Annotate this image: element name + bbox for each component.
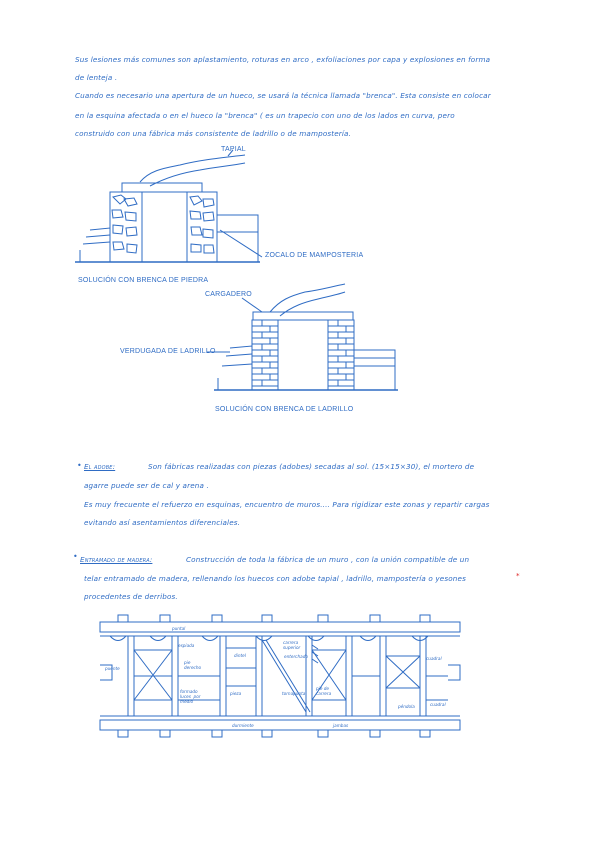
adobe-title: El adobe: — [84, 462, 116, 471]
adobe-text-1: Son fábricas realizadas con piezas (adobes) secadas al sol. (15×15×30), el mortero de — [148, 462, 475, 471]
intro-line-4: en la esquina afectada o en el hueco la "brenca" ( es un trapecio con uno de los lados en curva, pero — [75, 111, 455, 120]
asterisk-mark: * — [516, 571, 520, 580]
label-pie-derecho: pie derecho — [184, 660, 202, 670]
intro-line-2: de lenteja . — [75, 73, 118, 82]
entramado-text-2: telar entramado de madera, rellenando los huecos con adobe tapial , ladrillo, mampostería o yesones — [84, 574, 466, 583]
label-tornapunta: tornapunta — [282, 691, 306, 696]
label-zocalo: ZOCALO DE MAMPOSTERIA — [265, 252, 364, 259]
label-puente: puente — [105, 666, 120, 671]
label-durmiente: durmiente — [232, 723, 254, 728]
label-pendola: péndola — [398, 704, 415, 709]
caption-brenca-piedra: SOLUCIÓN CON BRENCA DE PIEDRA — [78, 277, 209, 284]
label-pie-de-carrera: pie de carrera — [316, 686, 332, 696]
bullet-dot: • — [73, 552, 78, 561]
label-dintel: dintel — [234, 653, 246, 658]
intro-line-1: Sus lesiones más comunes son aplastamiento, roturas en arco , exfoliaciones por capa y explosiones en forma — [75, 55, 491, 64]
caption-brenca-ladrillo: SOLUCIÓN CON BRENCA DE LADRILLO — [215, 406, 354, 413]
intro-line-5: construido con una fábrica más consistente de ladrillo o de mampostería. — [75, 129, 352, 138]
adobe-text-2: agarre puede ser de cal y arena . — [84, 481, 209, 490]
adobe-text-4: evitando así asentamientos diferenciales. — [84, 518, 241, 527]
label-jambas: jambas — [333, 723, 349, 728]
entramado-text-1: Construcción de toda la fábrica de un muro , con la unión compatible de un — [186, 555, 470, 564]
bullet-dot: • — [77, 461, 82, 470]
label-cuadral-top: cuadral — [426, 656, 442, 661]
entramado-text-3: procedentes de derribos. — [84, 592, 178, 601]
label-enterchado: enterchado — [284, 654, 308, 659]
adobe-text-3: Es muy frecuente el refuerzo en esquinas, encuentro de muros.... Para rigidizar este zonas y repartir cargas — [84, 500, 490, 509]
label-cuadral-bottom: cuadral — [430, 702, 446, 707]
label-puntal: puntal — [172, 626, 186, 631]
label-verdugada: VERDUGADA DE LADRILLO — [120, 348, 216, 355]
label-formado: formado luces por medio — [180, 689, 201, 704]
label-tapial: TAPIAL — [221, 146, 246, 153]
label-espiada: espiada — [178, 643, 195, 648]
entramado-title: Entramado de madera: — [80, 555, 153, 564]
intro-line-3: Cuando es necesario una apertura de un hueco, se usará la técnica llamada "brenca". Esta consiste en colocar — [75, 91, 491, 100]
label-carrera-superior: carrera superior — [283, 640, 301, 650]
label-pieza: pieza — [230, 691, 242, 696]
label-cargadero: CARGADERO — [205, 291, 252, 298]
